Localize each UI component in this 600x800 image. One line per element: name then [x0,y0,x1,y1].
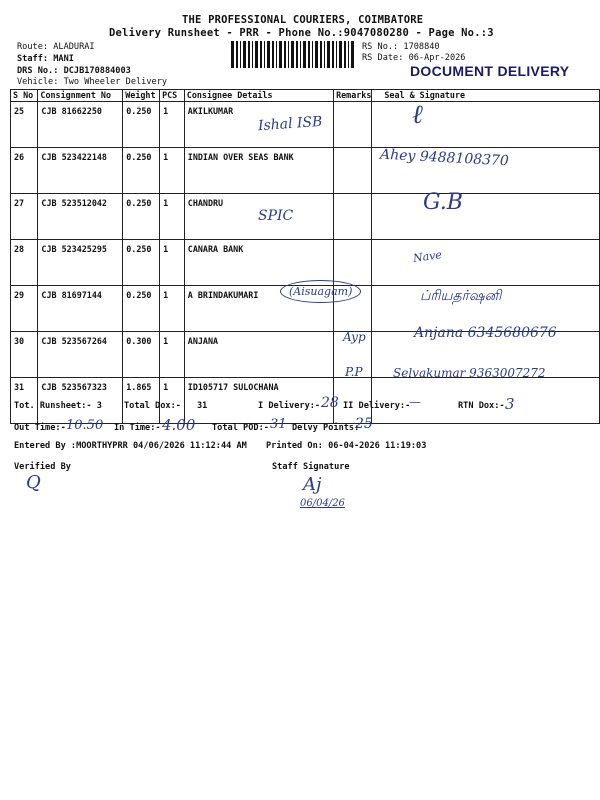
i-delivery-label: I Delivery:- [258,401,321,411]
cell-consignee: CANARA BANK [184,240,333,286]
row-28-signature: Nave [412,248,443,265]
cell-sno: 29 [11,286,38,332]
cell-pcs: 1 [160,378,185,424]
cell-sno: 26 [11,148,38,194]
cell-sno: 25 [11,102,38,148]
cell-pcs: 1 [160,286,185,332]
barcode-bar [300,41,301,68]
delvy-points-label: Delvy Points: [292,423,360,433]
barcode-bar [279,41,282,68]
cell-consignment: CJB 523567264 [38,332,123,378]
barcode-bar [303,41,306,68]
cell-consignment: CJB 81697144 [38,286,123,332]
cell-weight: 0.300 [123,332,160,378]
barcode-bar [348,41,349,68]
barcode-bar [324,41,325,68]
cell-sno: 30 [11,332,38,378]
cell-consignee: ID105717 SULOCHANA [184,378,333,424]
col-consignee: Consignee Details [184,90,333,102]
company-name: THE PROFESSIONAL COURIERS, COIMBATORE [182,14,424,26]
cell-remarks [334,102,372,148]
table-row [11,240,600,286]
rs-number: RS No.: 1708840 [362,42,440,52]
row-30-signature: Anjana 6345680676 [414,325,557,341]
cell-weight: 0.250 [123,102,160,148]
ii-delivery-label: II Delivery:- [343,401,411,411]
cell-consignee: INDIAN OVER SEAS BANK [184,148,333,194]
cell-consignment: CJB 523422148 [38,148,123,194]
barcode-bar [264,41,265,68]
barcode-bar [327,41,330,68]
cell-pcs: 1 [160,240,185,286]
route: Route: ALADURAI [17,42,95,52]
rtn-dox-handwriting: 3 [505,395,515,413]
entered-by: Entered By :MOORTHYPRR 04/06/2026 11:12:44 AM [14,441,247,451]
table-row [11,194,600,240]
barcode-bar [255,41,258,68]
col-seal-signature: Seal & Signature [372,90,600,102]
cell-seal-signature [372,194,600,240]
barcode-bar [291,41,294,68]
cell-seal-signature [372,240,600,286]
row-29-remark-handwriting: (Aisuagam) [280,280,361,303]
cell-consignment: CJB 523567323 [38,378,123,424]
barcode-bar [332,41,334,68]
verified-by-label: Verified By [14,462,71,472]
rtn-dox-label: RTN Dox:- [458,401,505,411]
printed-on: Printed On: 06-04-2026 11:19:03 [266,441,427,451]
drs-number: DRS No.: DCJB170884003 [17,66,131,76]
document-delivery-stamp: DOCUMENT DELIVERY [410,63,570,79]
staff-signature-label: Staff Signature [272,462,350,472]
cell-remarks [334,148,372,194]
cell-pcs: 1 [160,148,185,194]
rs-date: RS Date: 06-Apr-2026 [362,53,466,63]
cell-sno: 28 [11,240,38,286]
cell-pcs: 1 [160,332,185,378]
barcode-bar [308,41,310,68]
cell-seal-signature [372,102,600,148]
total-dox-label: Total Dox:- [124,401,181,411]
barcode-bar [248,41,250,68]
table-header-row [11,90,600,102]
cell-remarks [334,240,372,286]
row-29-signature: ப்ரியதர்ஷனி [420,288,502,304]
barcode-bar [231,41,234,68]
out-time-label: Out Time:- [14,423,66,433]
cell-weight: 0.250 [123,194,160,240]
row-25-signature: ℓ [412,100,423,130]
cell-weight: 1.865 [123,378,160,424]
total-pod-handwriting: 31 [270,417,287,432]
cell-sno: 31 [11,378,38,424]
cell-sno: 27 [11,194,38,240]
cell-consignment: CJB 81662250 [38,102,123,148]
row-31-remark-handwriting: P.P [345,365,363,379]
barcode-bar [296,41,298,68]
barcode-bar [320,41,322,68]
barcode [231,41,356,68]
vehicle: Vehicle: Two Wheeler Delivery [17,77,168,87]
runsheet-subtitle: Delivery Runsheet - PRR - Phone No.:9047080280 - Page No.:3 [109,27,494,39]
row-26-signature: Ahey 9488108370 [379,146,510,170]
table-row [11,148,600,194]
cell-pcs: 1 [160,102,185,148]
col-pcs: PCS [160,90,185,102]
barcode-bar [272,41,274,68]
in-time-handwriting: 4.00 [162,416,196,434]
delvy-points-handwriting: 25 [355,416,373,432]
row-30-remark-handwriting: Ayp [343,330,366,344]
barcode-bar [276,41,277,68]
barcode-bar [288,41,289,68]
barcode-bar [260,41,262,68]
barcode-bar [344,41,346,68]
barcode-bar [252,41,253,68]
cell-consignment: CJB 523425295 [38,240,123,286]
cell-consignment: CJB 523512042 [38,194,123,240]
barcode-bar [243,41,246,68]
total-dox-value: 31 [197,401,208,411]
ii-delivery-handwriting: — [409,395,421,409]
row-27-signature: G.B [423,190,463,215]
cell-weight: 0.250 [123,148,160,194]
barcode-bar [312,41,313,68]
total-pod-label: Total POD:- [212,423,269,433]
staff: Staff: MANI [17,54,74,64]
col-consignment: Consignment No [38,90,123,102]
barcode-bar [240,41,241,68]
cell-weight: 0.250 [123,240,160,286]
in-time-label: In Time:- [114,423,161,433]
barcode-bar [315,41,318,68]
tot-runsheet: Tot. Runsheet:- 3 [14,401,102,411]
cell-pcs: 1 [160,194,185,240]
barcode-bar [336,41,337,68]
col-remarks: Remarks [334,90,372,102]
row-25-remark-handwriting: Ishal ISB [257,113,323,135]
barcode-bar [339,41,342,68]
staff-signature: Aj [303,474,322,495]
barcode-bar [236,41,238,68]
cell-consignee: A BRINDAKUMARI [184,286,333,332]
cell-weight: 0.250 [123,286,160,332]
out-time-handwriting: 10.50 [66,418,104,433]
cell-consignee: ANJANA [184,332,333,378]
col-weight: Weight [123,90,160,102]
row-27-remark-handwriting: SPIC [258,208,294,224]
i-delivery-handwriting: 28 [321,395,339,411]
cell-consignee: CHANDRU [184,194,333,240]
barcode-bar [267,41,270,68]
barcode-bar [284,41,286,68]
row-31-signature: Selvakumar 9363007272 [393,366,546,380]
cell-remarks [334,194,372,240]
cell-consignee: AKILKUMAR [184,102,333,148]
verified-by-signature: Q [26,472,41,493]
staff-signature-date: 06/04/26 [300,498,345,509]
barcode-bar [351,41,354,68]
col-sno: S No [11,90,38,102]
